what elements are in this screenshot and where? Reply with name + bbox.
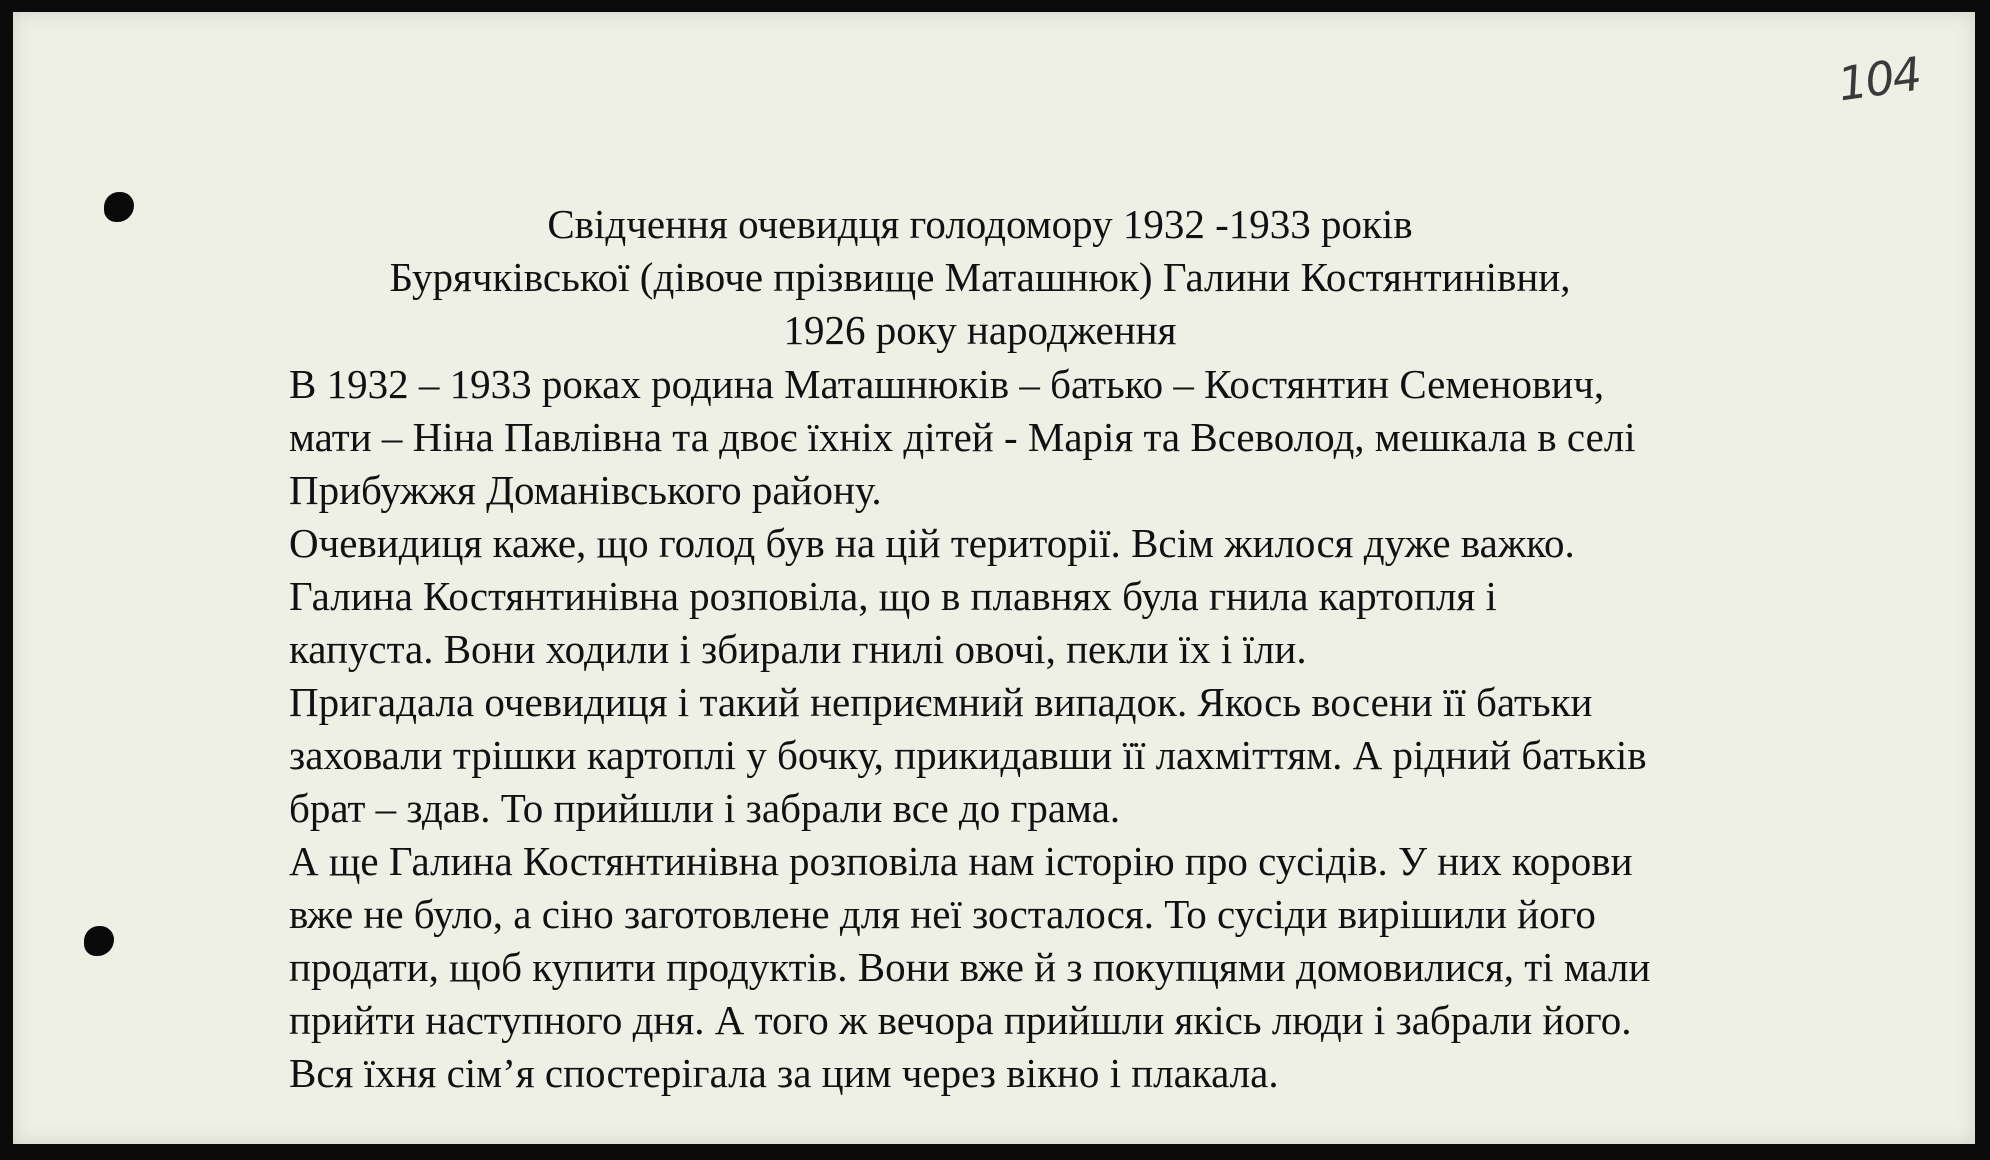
testimony-body <box>289 358 1949 1100</box>
heading-line-3: 1926 року народження <box>783 307 1177 353</box>
body-line: мати – Ніна Павлівна та двоє їхніх дітей - Марія та Всеволод, мешкала в селі <box>289 414 1636 460</box>
heading-line-2: Бурячківської (дівоче прізвище Маташнюк) Галини Костянтинівни, <box>389 254 1571 300</box>
body-line: капуста. Вони ходили і збирали гнилі овочі, пекли їх і їли. <box>289 626 1307 672</box>
body-line: В 1932 – 1933 роках родина Маташнюків – батько – Костянтин Семенович, <box>289 361 1605 407</box>
body-line: брат – здав. То прийшли і забрали все до грама. <box>289 785 1121 831</box>
handwritten-page-number: 104 <box>1834 46 1924 112</box>
body-line: Очевидиця каже, що голод був на цій території. Всім жилося дуже важко. <box>289 520 1575 566</box>
body-line: Вся їхня сім’я спостерігала за цим через вікно і плакала. <box>289 1050 1279 1096</box>
body-line: прийти наступного дня. А того ж вечора прийшли якісь люди і забрали його. <box>289 997 1632 1043</box>
heading-line-1: Свідчення очевидця голодомору 1932 -1933 років <box>547 201 1413 247</box>
body-line: А ще Галина Костянтинівна розповіла нам історію про сусідів. У них корови <box>289 838 1633 884</box>
body-line: Галина Костянтинівна розповіла, що в плавнях була гнила картопля і <box>289 573 1497 619</box>
body-line: продати, щоб купити продуктів. Вони вже й з покупцями домовилися, ті мали <box>289 944 1651 990</box>
body-line: Прибужжя Доманівського району. <box>289 467 882 513</box>
body-line: вже не було, а сіно заготовлене для неї зосталося. То сусіди вирішили його <box>289 891 1596 937</box>
body-line: Пригадала очевидиця і такий неприємний випадок. Якось восени її батьки <box>289 679 1593 725</box>
document-heading <box>230 198 1730 357</box>
body-line: заховали трішки картоплі у бочку, прикидавши її лахміттям. А рідний батьків <box>289 732 1647 778</box>
